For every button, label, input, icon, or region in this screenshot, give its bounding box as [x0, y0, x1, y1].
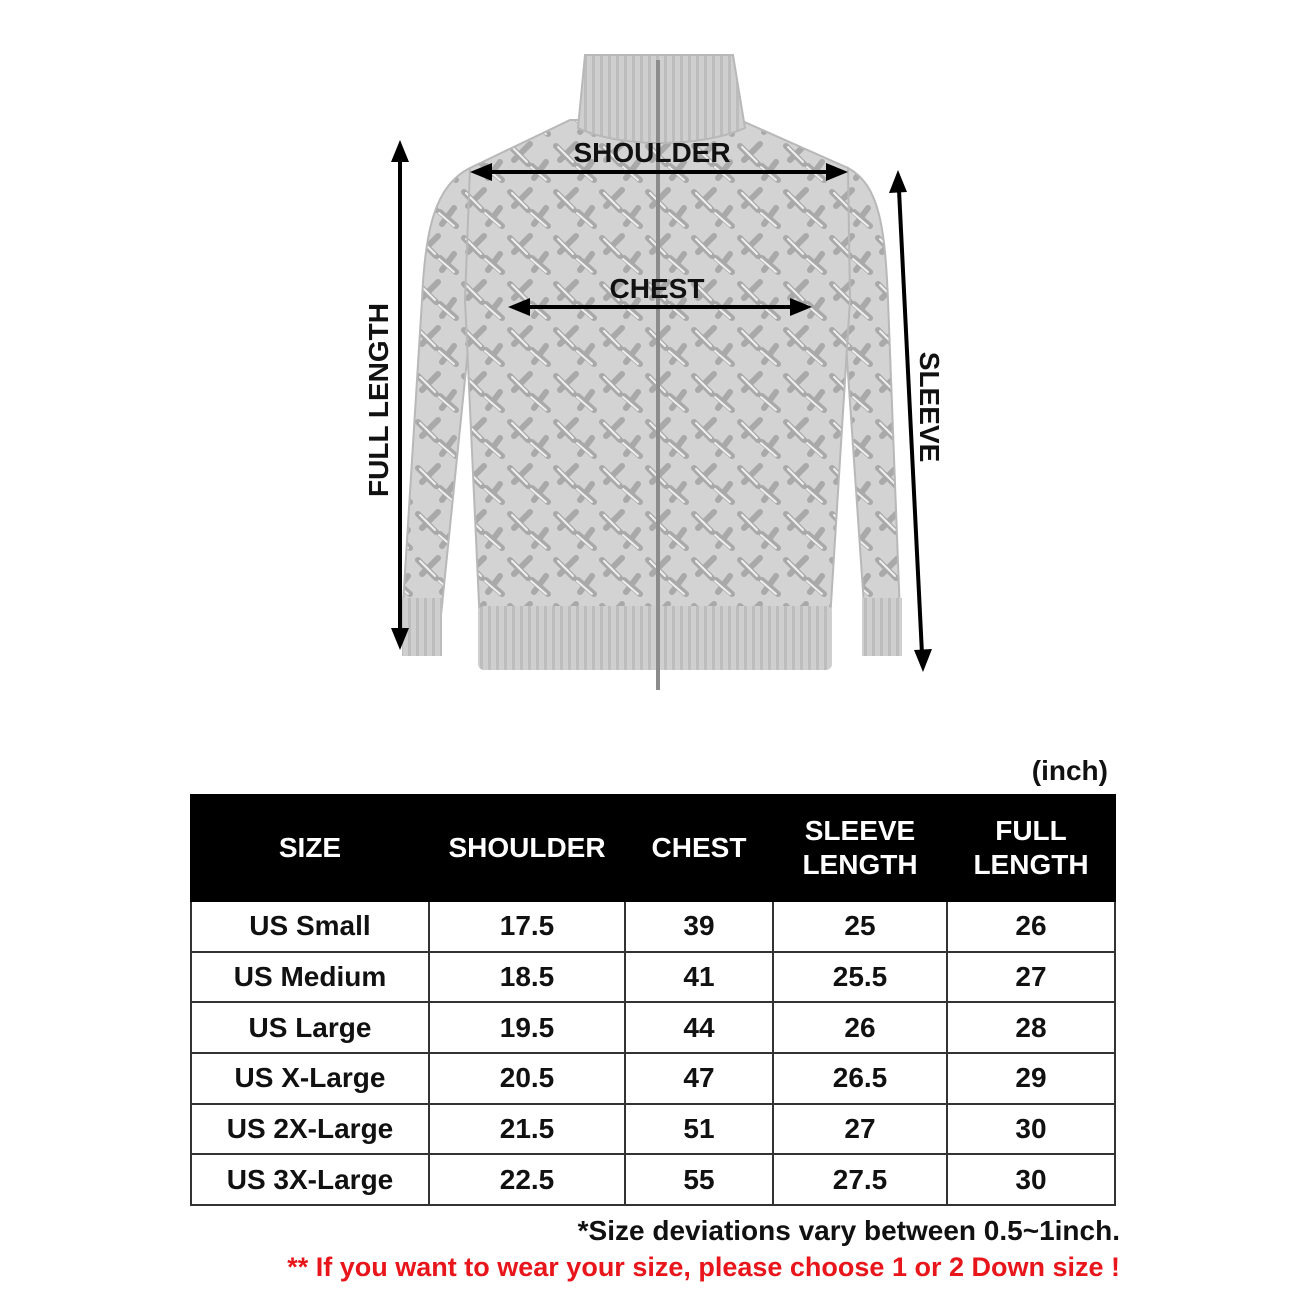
full-length-arrow-top-head	[391, 140, 409, 162]
shoulder-cell: 21.5	[429, 1104, 625, 1155]
shoulder-cell: 19.5	[429, 1002, 625, 1053]
size-cell: US Medium	[191, 952, 429, 1003]
sleeve-length-cell: 25	[773, 901, 947, 952]
shoulder-label: SHOULDER	[573, 137, 731, 168]
sleeve-arrow-bottom-head	[914, 649, 932, 672]
shoulder-cell: 22.5	[429, 1154, 625, 1205]
sleeve-arrow-top-head	[889, 170, 907, 193]
full-length-cell: 30	[947, 1104, 1115, 1155]
header-sleeve-length: SLEEVE LENGTH	[773, 795, 947, 901]
size-cell: US Large	[191, 1002, 429, 1053]
table-row	[191, 1053, 1115, 1104]
full-length-cell: 27	[947, 952, 1115, 1003]
size-chart-table	[190, 794, 1116, 1206]
collar	[578, 55, 745, 143]
size-cell: US 3X-Large	[191, 1154, 429, 1205]
shoulder-cell: 17.5	[429, 901, 625, 952]
size-cell: US 2X-Large	[191, 1104, 429, 1155]
table-row	[191, 1154, 1115, 1205]
size-warning-note: ** If you want to wear your size, please choose 1 or 2 Down size !	[287, 1252, 1120, 1282]
chest-label: CHEST	[609, 273, 705, 304]
left-sleeve	[402, 168, 470, 625]
chest-cell: 47	[625, 1053, 773, 1104]
size-cell: US X-Large	[191, 1053, 429, 1104]
chest-cell: 44	[625, 1002, 773, 1053]
header-full-length: FULL LENGTH	[947, 795, 1115, 901]
table-row	[191, 1002, 1115, 1053]
full-length-cell: 30	[947, 1154, 1115, 1205]
sleeve-length-cell: 25.5	[773, 952, 947, 1003]
chest-cell: 39	[625, 901, 773, 952]
size-deviation-note: *Size deviations vary between 0.5~1inch.	[577, 1215, 1120, 1246]
waist-hem	[478, 606, 832, 670]
full-length-label: FULL LENGTH	[363, 303, 394, 497]
sleeve-length-cell: 26	[773, 1002, 947, 1053]
header-size: SIZE	[191, 795, 429, 901]
sleeve-length-cell: 27	[773, 1104, 947, 1155]
header-chest: CHEST	[625, 795, 773, 901]
full-length-cell: 26	[947, 901, 1115, 952]
right-cuff	[862, 598, 902, 656]
full-length-cell: 29	[947, 1053, 1115, 1104]
full-length-cell: 28	[947, 1002, 1115, 1053]
chest-cell: 55	[625, 1154, 773, 1205]
chest-cell: 51	[625, 1104, 773, 1155]
shoulder-cell: 18.5	[429, 952, 625, 1003]
table-header-row	[191, 795, 1115, 901]
sleeve-length-cell: 26.5	[773, 1053, 947, 1104]
sleeve-length-cell: 27.5	[773, 1154, 947, 1205]
right-sleeve	[845, 168, 900, 620]
chest-cell: 41	[625, 952, 773, 1003]
table-row	[191, 952, 1115, 1003]
left-cuff	[402, 598, 442, 656]
size-cell: US Small	[191, 901, 429, 952]
header-shoulder: SHOULDER	[429, 795, 625, 901]
table-row	[191, 901, 1115, 952]
shoulder-cell: 20.5	[429, 1053, 625, 1104]
unit-label: (inch)	[1031, 755, 1108, 786]
table-row	[191, 1104, 1115, 1155]
sleeve-label: SLEEVE	[914, 351, 945, 463]
